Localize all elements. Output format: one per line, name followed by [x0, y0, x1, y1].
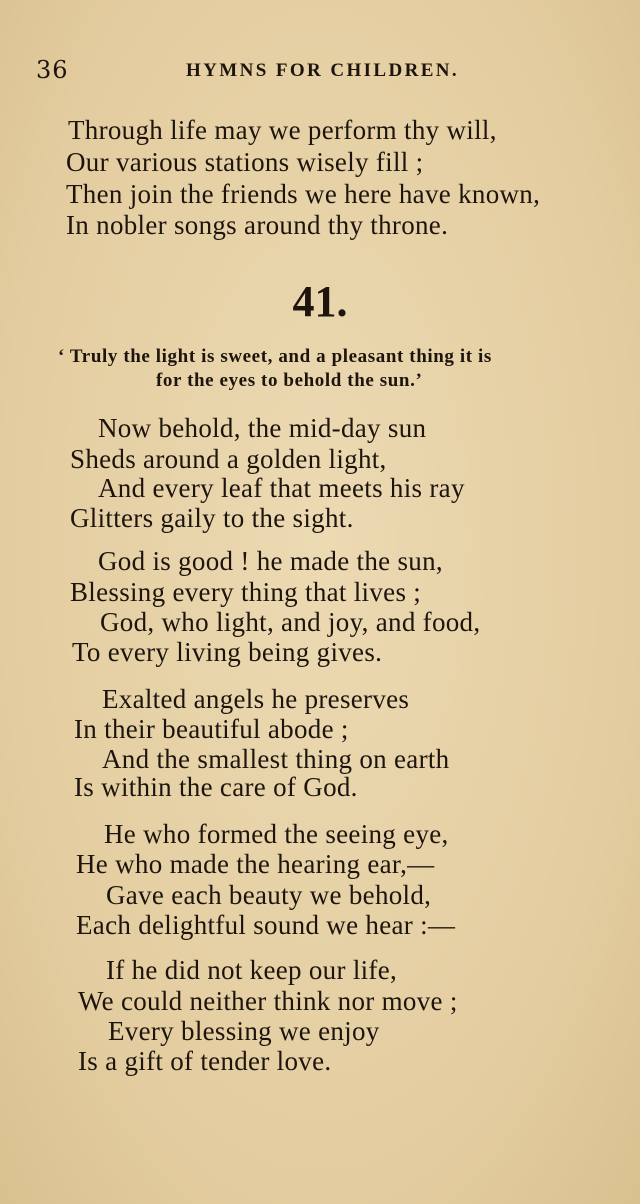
- verse-line: Is within the care of God.: [74, 772, 358, 802]
- verse-line: Every blessing we enjoy: [108, 1016, 380, 1046]
- verse-line: Blessing every thing that lives ;: [70, 577, 422, 607]
- verse-line: And the smallest thing on earth: [102, 744, 450, 774]
- page-header: [36, 56, 596, 92]
- verse-line: Exalted angels he preserves: [102, 684, 410, 714]
- verse-line: God, who light, and joy, and food,: [100, 607, 481, 637]
- verse-line: Gave each beauty we behold,: [106, 880, 432, 910]
- running-head: HYMNS FOR CHILDREN.: [186, 60, 460, 81]
- verse-line: Glitters gaily to the sight.: [70, 503, 354, 533]
- epigraph-line: ‘ Truly the light is sweet, and a pleasant thing it is: [58, 346, 492, 367]
- verse-line: Through life may we perform thy will,: [68, 115, 497, 145]
- verse-line: Each delightful sound we hear :—: [76, 910, 456, 940]
- verse-line: Our various stations wisely fill ;: [66, 147, 424, 177]
- hymn-number: 41.: [292, 277, 348, 326]
- verse-line: Now behold, the mid-day sun: [98, 413, 427, 443]
- verse-line: He who formed the seeing eye,: [104, 819, 449, 849]
- verse-line: If he did not keep our life,: [106, 955, 398, 985]
- verse-line: Then join the friends we here have known,: [66, 179, 541, 209]
- verse-line: Is a gift of tender love.: [78, 1046, 332, 1076]
- verse-line: In nobler songs around thy throne.: [66, 210, 449, 240]
- verse-line: He who made the hearing ear,—: [76, 849, 435, 879]
- verse-line: In their beautiful abode ;: [74, 714, 349, 744]
- verse-line: God is good ! he made the sun,: [98, 546, 443, 576]
- verse-line: And every leaf that meets his ray: [98, 473, 465, 503]
- verse-line: We could neither think nor move ;: [78, 986, 458, 1016]
- page-number: 36: [36, 56, 69, 84]
- verse-line: Sheds around a golden light,: [70, 444, 387, 474]
- verse-line: To every living being gives.: [72, 637, 383, 667]
- epigraph-line: for the eyes to behold the sun.’: [156, 370, 423, 391]
